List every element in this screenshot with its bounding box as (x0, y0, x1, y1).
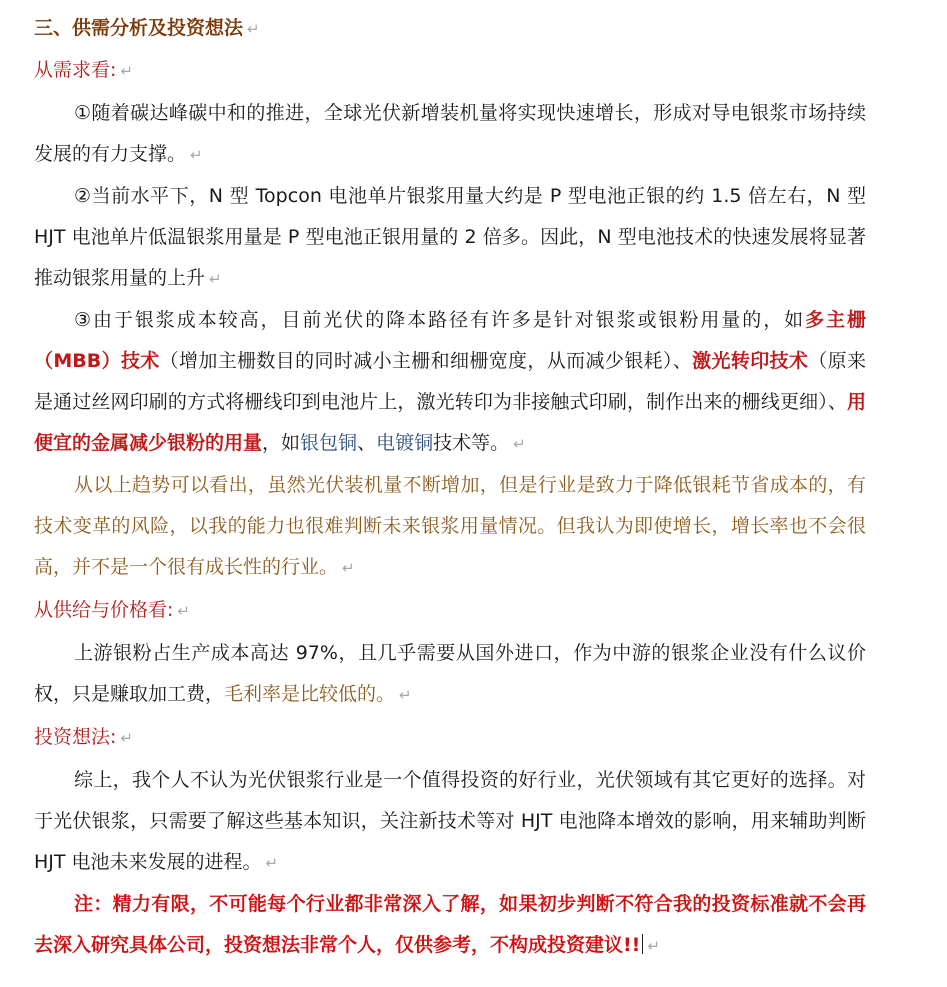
document-page (34, 8, 866, 967)
demand-label: 从需求看: ↵ (34, 59, 133, 81)
paragraph-mark-icon: ↵ (190, 146, 203, 164)
highlight-mbb: 多主栅（MBB）技术 (34, 309, 866, 372)
supply-label: 从供给与价格看: ↵ (34, 599, 190, 621)
highlight-low-margin: 毛利率是比较低的。 (224, 683, 396, 705)
paragraph-mark-icon: ↵ (209, 270, 222, 288)
text-cursor (642, 934, 643, 954)
paragraph-mark-icon: ↵ (265, 854, 279, 872)
paragraph-mark-icon: ↵ (342, 559, 355, 577)
paragraph-mark-icon: ↵ (177, 602, 190, 620)
paragraph-mark-icon: ↵ (120, 62, 133, 80)
highlight-laser-transfer: 激光转印技术 (692, 350, 809, 372)
term-silver-coated-copper: 银包铜 (300, 432, 358, 454)
demand-paragraph-3: ③由于银浆成本较高，目前光伏的降本路径有许多是针对银浆或银粉用量的，如多主栅（MBB）技术（增加主栅数目的同时减小主栅和细栅宽度，从而减少银耗）、激光转印技术（原来是通过丝网印刷的方式将栅线印到电池片上，激光转印为非接触式印刷，制作出来的栅线更细）、用便宜的金属减少银粉的用量，如银包铜、电镀铜技术等。 ↵ (34, 309, 866, 454)
paragraph-mark-icon: ↵ (399, 686, 412, 704)
demand-paragraph-2: ②当前水平下，N 型 Topcon 电池单片银浆用量大约是 P 型电池正银的约 1.5 倍左右，N 型 HJT 电池单片低温银浆用量是 P 型电池正银用量的 2 倍多。因此，N 型电池技术的快速发展将显著推动银浆用量的上升 ↵ (34, 185, 866, 289)
paragraph-mark-icon: ↵ (513, 435, 526, 453)
supply-paragraph: 上游银粉占生产成本高达 97%，且几乎需要从国外进口，作为中游的银浆企业没有什么议价权，只是赚取加工费，毛利率是比较低的。 ↵ (34, 642, 866, 705)
demand-paragraph-1: ①随着碳达峰碳中和的推进，全球光伏新增装机量将实现快速增长，形成对导电银浆市场持续发展的有力支撑。 ↵ (34, 102, 866, 165)
paragraph-mark-icon: ↵ (247, 20, 260, 38)
term-electroplated-copper: 电镀铜 (376, 432, 434, 454)
paragraph-mark-icon: ↵ (120, 729, 133, 747)
highlight-cheap-metal: 用便宜的金属减少银粉的用量 (34, 391, 866, 454)
investment-paragraph: 综上，我个人不认为光伏银浆行业是一个值得投资的好行业，光伏领域有其它更好的选择。对于光伏银浆，只需要了解这些基本知识，关注新技术等对 HJT 电池降本增效的影响，用来辅助判断 HJT 电池未来发展的进程。 ↵ (34, 769, 866, 873)
paragraph-mark-icon: ↵ (647, 937, 660, 955)
investment-label: 投资想法: ↵ (34, 726, 133, 748)
demand-conclusion: 从以上趋势可以看出，虽然光伏装机量不断增加，但是行业是致力于降低银耗节省成本的，有技术变革的风险，以我的能力也很难判断未来银浆用量情况。但我认为即使增长，增长率也不会很高，并不是一个很有成长性的行业。 ↵ (34, 474, 866, 578)
section-heading: 三、供需分析及投资想法 ↵ (34, 17, 260, 39)
disclaimer-note: 注：精力有限，不可能每个行业都非常深入了解，如果初步判断不符合我的投资标准就不会再去深入研究具体公司，投资想法非常个人，仅供参考，不构成投资建议!! ↵ (34, 893, 866, 956)
